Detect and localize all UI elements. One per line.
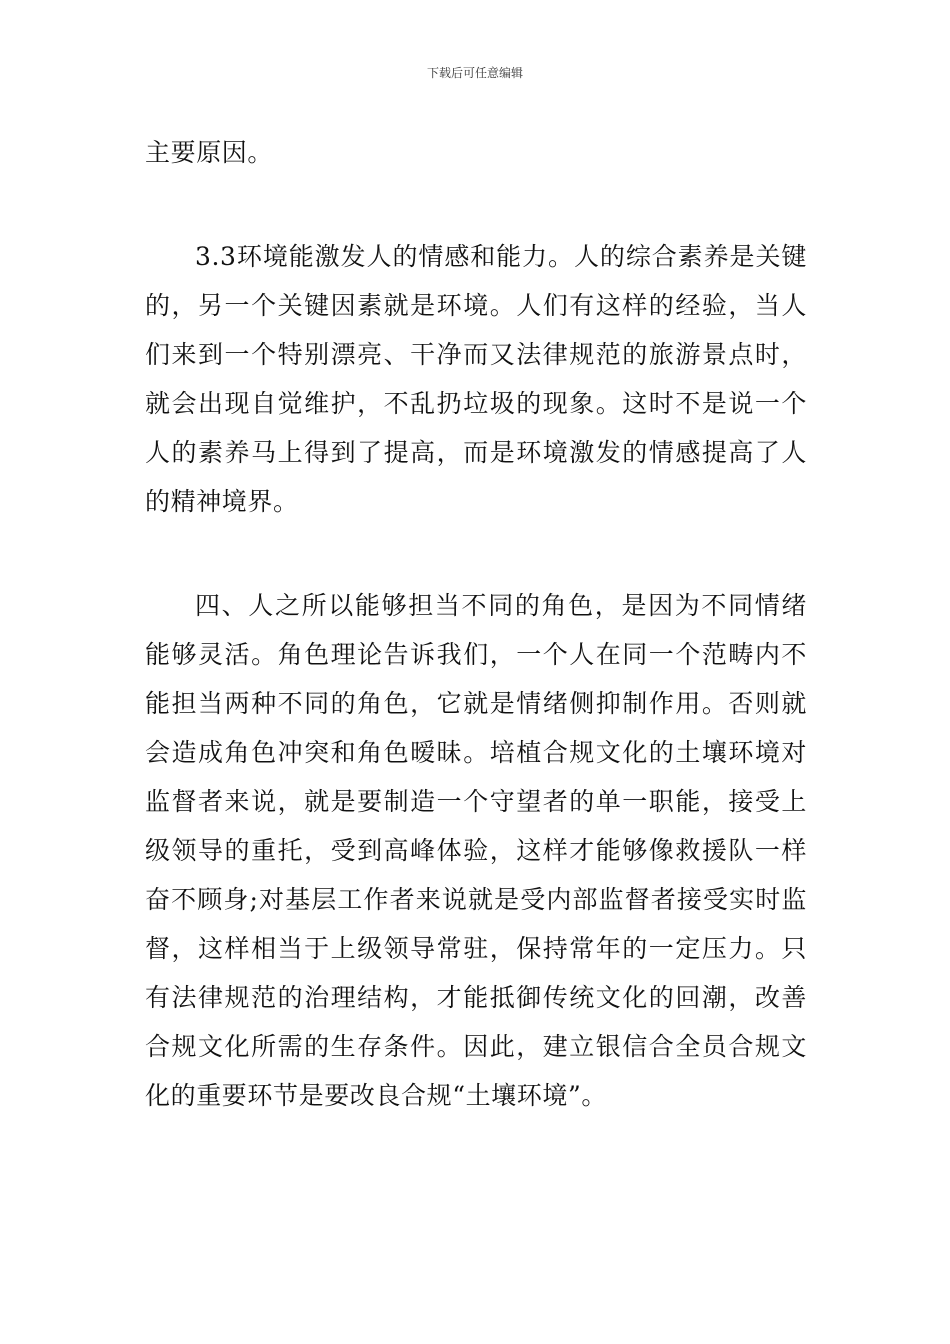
paragraph-continuation: 主要原因。 xyxy=(145,138,274,167)
document-body xyxy=(145,128,807,1120)
paragraph-section-3-3: 3.3环境能激发人的情感和能力。人的综合素养是关键的，另一个关键因素就是环境。人们有这样的经验，当人们来到一个特别漂亮、干净而又法律规范的旅游景点时，就会出现自觉维护，不乱扔垃圾的现象。这时不是说一个人的素养马上得到了提高，而是环境激发的情感提高了人的精神境界。 xyxy=(145,242,807,516)
page-header-note: 下载后可任意编辑 xyxy=(426,66,523,80)
paragraph-section-4: 四、人之所以能够担当不同的角色，是因为不同情绪能够灵活。角色理论告诉我们，一个人在同一个范畴内不能担当两种不同的角色，它就是情绪侧抑制作用。否则就会造成角色冲突和角色暧昧。培植合规文化的土壤环境对监督者来说，就是要制造一个守望者的单一职能，接受上级领导的重托，受到高峰体验，这样才能够像救援队一样奋不顾身;对基层工作者来说就是受内部监督者接受实时监督，这样相当于上级领导常驻，保持常年的一定压力。只有法律规范的治理结构，才能抵御传统文化的回潮，改善合规文化所需的生存条件。因此，建立银信合全员合规文化的重要环节是要改良合规“土壤环境”。 xyxy=(145,591,807,1110)
